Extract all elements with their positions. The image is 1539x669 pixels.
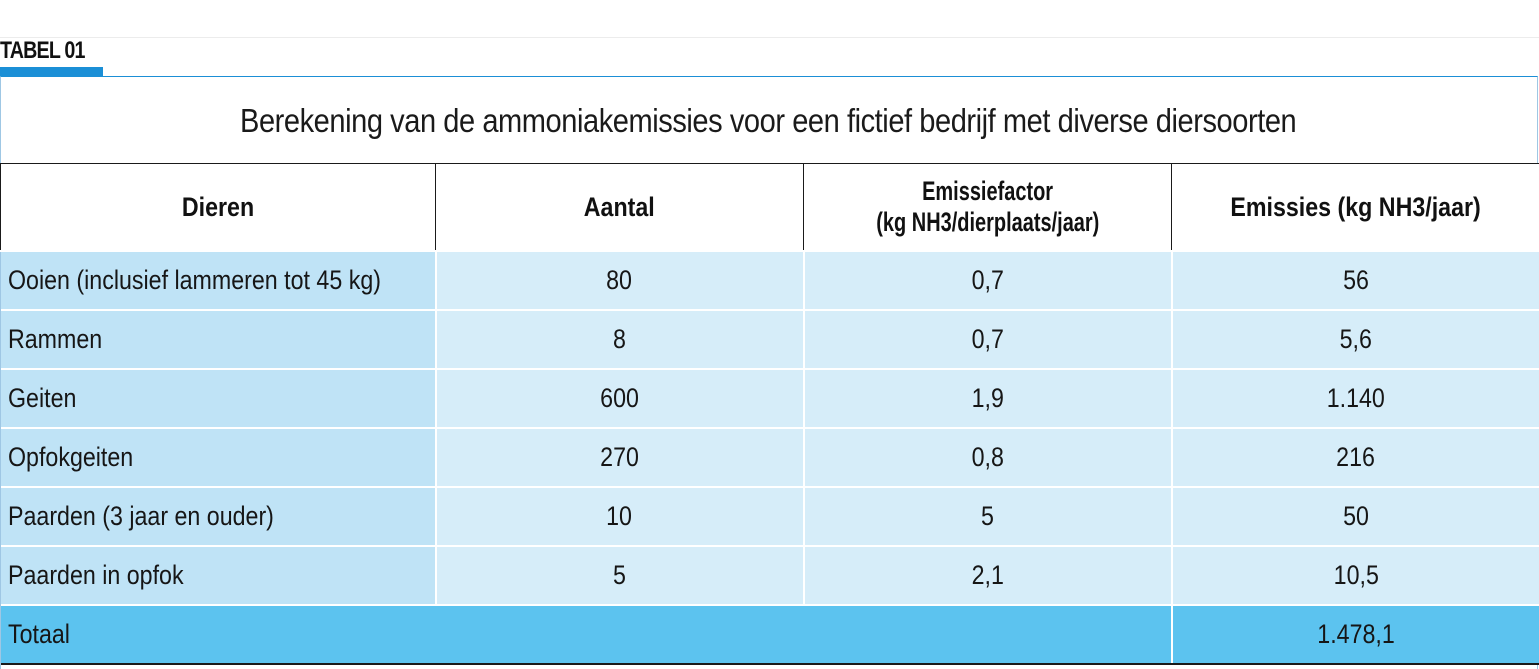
cell-emissies: 5,6	[1172, 310, 1539, 369]
cell-factor: 2,1	[804, 546, 1172, 605]
table-row	[1, 546, 1539, 605]
cell-aantal: 10	[436, 487, 804, 546]
cell-dieren: Rammen	[1, 310, 436, 369]
cell-aantal: 80	[436, 251, 804, 310]
cell-dieren: Opfokgeiten	[1, 428, 436, 487]
cell-dieren: Geiten	[1, 369, 436, 428]
total-value: 1.478,1	[1172, 605, 1539, 664]
table-row	[1, 428, 1539, 487]
total-label: Totaal	[1, 605, 1172, 664]
table-row	[1, 369, 1539, 428]
cell-aantal: 270	[436, 428, 804, 487]
cell-emissies: 1.140	[1172, 369, 1539, 428]
table-tag-label: TABEL 01	[0, 37, 85, 64]
cell-factor: 0,7	[804, 251, 1172, 310]
cell-factor: 0,8	[804, 428, 1172, 487]
cell-factor: 0,7	[804, 310, 1172, 369]
emissions-table	[0, 163, 1539, 665]
header-aantal: Aantal	[436, 164, 804, 252]
cell-factor: 1,9	[804, 369, 1172, 428]
cell-dieren: Paarden in opfok	[1, 546, 436, 605]
cell-aantal: 5	[436, 546, 804, 605]
header-emissiefactor: Emissiefactor (kg NH3/dierplaats/jaar)	[804, 164, 1172, 252]
cell-dieren: Ooien (inclusief lammeren tot 45 kg)	[1, 251, 436, 310]
cell-aantal: 600	[436, 369, 804, 428]
cell-emissies: 50	[1172, 487, 1539, 546]
table-row	[1, 487, 1539, 546]
cell-aantal: 8	[436, 310, 804, 369]
cell-factor: 5	[804, 487, 1172, 546]
cell-emissies: 10,5	[1172, 546, 1539, 605]
cell-emissies: 216	[1172, 428, 1539, 487]
header-dieren: Dieren	[1, 164, 436, 252]
table-row	[1, 251, 1539, 310]
table-title: Berekening van de ammoniakemissies voor een fictief bedrijf met diverse diersoorten	[240, 101, 1297, 139]
cell-dieren: Paarden (3 jaar en ouder)	[1, 487, 436, 546]
cell-emissies: 56	[1172, 251, 1539, 310]
table-row	[1, 310, 1539, 369]
tag-underline	[0, 67, 103, 76]
header-row	[1, 164, 1539, 252]
total-row	[1, 605, 1539, 664]
header-emissies: Emissies (kg NH3/jaar)	[1172, 164, 1539, 252]
top-divider	[0, 37, 1539, 38]
